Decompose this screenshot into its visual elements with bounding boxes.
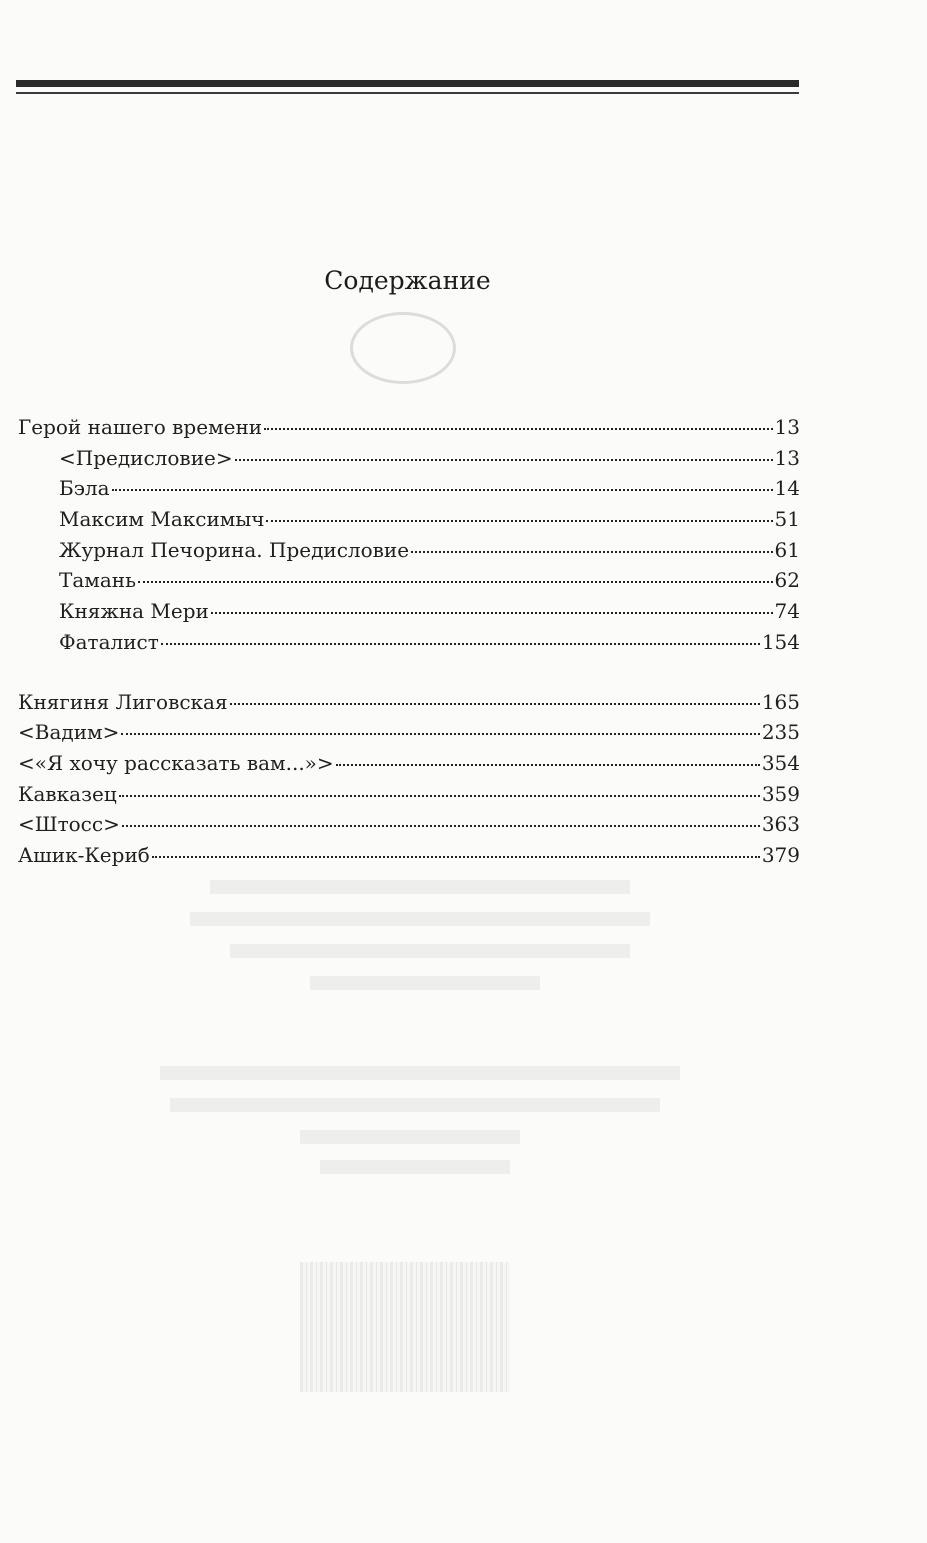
toc-dot-leader [119,795,760,797]
toc-entry-page: 13 [774,445,800,470]
toc-entry-page: 165 [761,689,800,714]
toc-entry-fatalist [18,627,800,658]
toc-dot-leader [235,459,773,461]
toc-entry-page: 359 [761,781,800,806]
bleed-through-line [230,944,630,958]
toc-entry-label: <«Я хочу рассказать вам...»> [18,750,334,775]
header-rule-thin [16,92,799,94]
toc-dot-leader [121,733,759,735]
toc-entry-label: <Штосс> [18,812,120,837]
bleed-through-circle [350,312,456,384]
toc-entry-page: 14 [774,476,800,501]
toc-dot-leader [264,428,772,430]
toc-entry-page: 13 [774,415,800,439]
toc-dot-leader [230,703,760,705]
toc-entry-label: Максим Максимыч [59,507,265,532]
toc-dot-leader [161,643,760,645]
toc-dot-leader [122,825,760,827]
toc-entry-page: 154 [761,629,800,654]
toc-entry-label: Журнал Печорина. Предисловие [59,537,410,562]
bleed-through-line [190,912,650,926]
toc-entry-page: 363 [761,812,800,837]
toc-entry-bela [18,473,800,504]
toc-entry-label: Княжна Мери [59,599,209,624]
toc-entry-princess-mary [18,596,800,627]
toc-dot-leader [336,764,760,766]
toc-entry-page: 354 [761,750,800,775]
toc-dot-leader [411,551,772,553]
table-of-contents [18,412,800,871]
toc-entry-label: Бэла [59,476,110,501]
toc-entry-label: Герой нашего времени [18,415,263,439]
toc-dot-leader [138,581,773,583]
toc-entry-ashik-kerib [18,840,800,871]
toc-entry-vadim [18,717,800,748]
toc-entry-maksim-maksimych [18,504,800,535]
toc-entry-label: Княгиня Лиговская [18,689,228,714]
bleed-through-line [160,1066,680,1080]
toc-entry-label: Кавказец [18,781,117,806]
toc-group-gap [18,658,800,687]
toc-entry-preface [18,443,800,474]
toc-entry-i-want-to-tell-you [18,748,800,779]
toc-entry-label: Тамань [59,568,136,593]
bleed-through-line [210,880,630,894]
bleed-through-line [320,1160,510,1174]
toc-dot-leader [266,520,772,522]
bleed-through-barcode [300,1262,510,1392]
toc-entry-taman [18,565,800,596]
toc-entry-page: 379 [761,842,800,867]
toc-entry-page: 61 [774,537,800,562]
toc-entry-page: 74 [774,599,800,624]
toc-entry-page: 235 [761,720,800,745]
toc-entry-label: Фаталист [59,629,159,654]
toc-entry-label: <Вадим> [18,720,120,745]
bleed-through-line [310,976,540,990]
bleed-through-line [300,1130,520,1144]
toc-entry-label: Ашик-Кериб [18,842,150,867]
toc-entry-page: 62 [774,568,800,593]
toc-dot-leader [112,489,773,491]
header-rule-thick [16,80,799,87]
toc-entry-hero-of-our-time [18,412,800,443]
toc-entry-label: <Предисловие> [59,445,233,470]
toc-entry-shtoss [18,809,800,840]
page-title: Содержание [324,266,491,295]
toc-entry-princess-ligovskaya [18,687,800,718]
toc-entry-page: 51 [774,507,800,532]
toc-entry-caucasian [18,779,800,810]
toc-dot-leader [152,856,760,858]
toc-dot-leader [211,612,773,614]
bleed-through-line [170,1098,660,1112]
toc-entry-pechorin-journal [18,535,800,566]
